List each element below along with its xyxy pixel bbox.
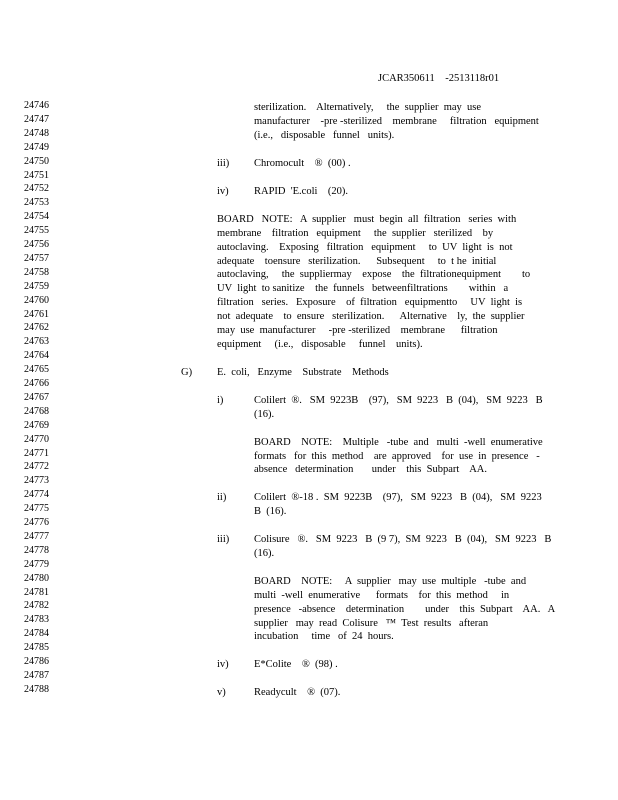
line-number: 24756: [24, 239, 49, 250]
text-line: sterilization. Alternatively, the supplier may use: [254, 102, 482, 113]
board-note-line: BOARD NOTE: A supplier may use multiple -tube and: [254, 576, 527, 587]
board-note-line: filtration series. Exposure of filtration equipmentto UV light is: [217, 297, 523, 308]
board-note-line: not adequate to ensure sterilization. Alternative ly, the supplier: [217, 311, 525, 322]
line-number: 24780: [24, 572, 49, 584]
line-number: 24747: [24, 113, 49, 125]
line-number: 24754: [24, 211, 49, 223]
list-item-text: Chromocult ® (00) .: [254, 158, 351, 169]
line-number: 24772: [24, 461, 49, 473]
board-note-line: incubation time of 24 hours.: [254, 631, 394, 642]
line-number: 24786: [24, 656, 49, 667]
list-item-text: (16).: [254, 409, 275, 420]
board-note-line: UV light to sanitize the funnels betweenfiltrations within a: [217, 283, 509, 294]
list-item-text: Colisure ®. SM 9223 B (9 7), SM 9223 B (04), SM 9223 B: [254, 534, 552, 545]
board-note-line: BOARD NOTE: A supplier must begin all filtration series with: [217, 214, 517, 225]
board-note-line: may use manufacturer -pre -sterilized membrane filtration: [217, 325, 498, 336]
line-number: 24769: [24, 419, 49, 431]
list-marker: i): [217, 395, 224, 406]
line-number: 24760: [24, 294, 49, 306]
board-note-line: autoclaving. Exposing filtration equipment to UV light is not: [217, 242, 513, 253]
document-id-header: JCAR350611 -2513118r01: [378, 73, 500, 84]
line-number: 24784: [24, 628, 49, 640]
line-number: 24779: [24, 558, 49, 570]
list-marker: iii): [217, 534, 230, 545]
line-number: 24746: [24, 100, 49, 111]
line-number: 24782: [24, 600, 49, 612]
list-marker: ii): [217, 492, 227, 503]
board-note-line: membrane filtration equipment the supplier sterilized by: [217, 228, 494, 239]
line-number: 24750: [24, 155, 49, 167]
list-item-text: B (16).: [254, 506, 287, 517]
line-number: 24783: [24, 614, 49, 626]
board-note-line: presence -absence determination under this Subpart AA. A: [254, 604, 556, 615]
line-number: 24758: [24, 266, 49, 278]
board-note-line: equipment (i.e., disposable funnel units).: [217, 339, 423, 350]
line-number: 24759: [24, 280, 49, 292]
line-number: 24748: [24, 127, 49, 139]
list-item-text: Colilert ®-18 . SM 9223B (97), SM 9223 B (04), SM 9223: [254, 492, 542, 503]
line-number: 24749: [24, 141, 49, 153]
list-item-text: (16).: [254, 548, 275, 559]
line-number: 24771: [24, 447, 49, 459]
board-note-line: autoclaving, the suppliermay expose the filtrationequipment to: [217, 269, 531, 280]
board-note-line: BOARD NOTE: Multiple -tube and multi -well enumerative: [254, 437, 543, 448]
line-number: 24751: [24, 169, 49, 181]
list-item-text: Colilert ®. SM 9223B (97), SM 9223 B (04), SM 9223 B: [254, 395, 543, 406]
board-note-line: absence determination under this Subpart AA.: [254, 464, 487, 475]
list-item-text: E*Colite ® (98) .: [254, 659, 338, 670]
list-item-text: Readycult ® (07).: [254, 687, 341, 698]
line-number: 24777: [24, 530, 49, 542]
line-number: 24767: [24, 391, 49, 403]
list-item-text: RAPID 'E.coli (20).: [254, 186, 349, 197]
line-number: 24764: [24, 350, 49, 362]
list-marker: iv): [217, 186, 229, 197]
line-number: 24757: [24, 252, 49, 264]
line-number: 24768: [24, 405, 49, 417]
line-number: 24774: [24, 489, 49, 501]
list-marker: v): [217, 687, 226, 698]
line-number: 24755: [24, 225, 49, 237]
line-number: 24761: [24, 308, 49, 320]
line-number: 24765: [24, 364, 49, 376]
line-number: 24781: [24, 586, 49, 598]
text-line: manufacturer -pre -sterilized membrane filtration equipment: [254, 116, 539, 127]
board-note-line: supplier may read Colisure ™ Test results afteran: [254, 618, 489, 629]
line-number: 24752: [24, 183, 49, 195]
line-number: 24773: [24, 475, 49, 487]
line-number: 24766: [24, 378, 49, 389]
line-number: 24775: [24, 503, 49, 515]
section-marker: G): [181, 367, 193, 378]
line-number: 24787: [24, 669, 49, 681]
line-number: 24770: [24, 433, 49, 445]
line-number: 24785: [24, 642, 49, 654]
line-number: 24776: [24, 517, 49, 528]
list-marker: iv): [217, 659, 229, 670]
board-note-line: adequate toensure sterilization. Subsequent to t he initial: [217, 256, 497, 267]
board-note-line: formats for this method are approved for use in presence -: [254, 451, 540, 462]
line-number: 24763: [24, 336, 49, 348]
line-number: 24778: [24, 544, 49, 556]
list-marker: iii): [217, 158, 230, 169]
board-note-line: multi -well enumerative formats for this method in: [254, 590, 510, 601]
line-number: 24788: [24, 683, 49, 695]
line-number: 24753: [24, 197, 49, 209]
line-number: 24762: [24, 322, 49, 334]
text-line: (i.e., disposable funnel units).: [254, 130, 395, 141]
section-title: E. coli, Enzyme Substrate Methods: [217, 367, 389, 378]
